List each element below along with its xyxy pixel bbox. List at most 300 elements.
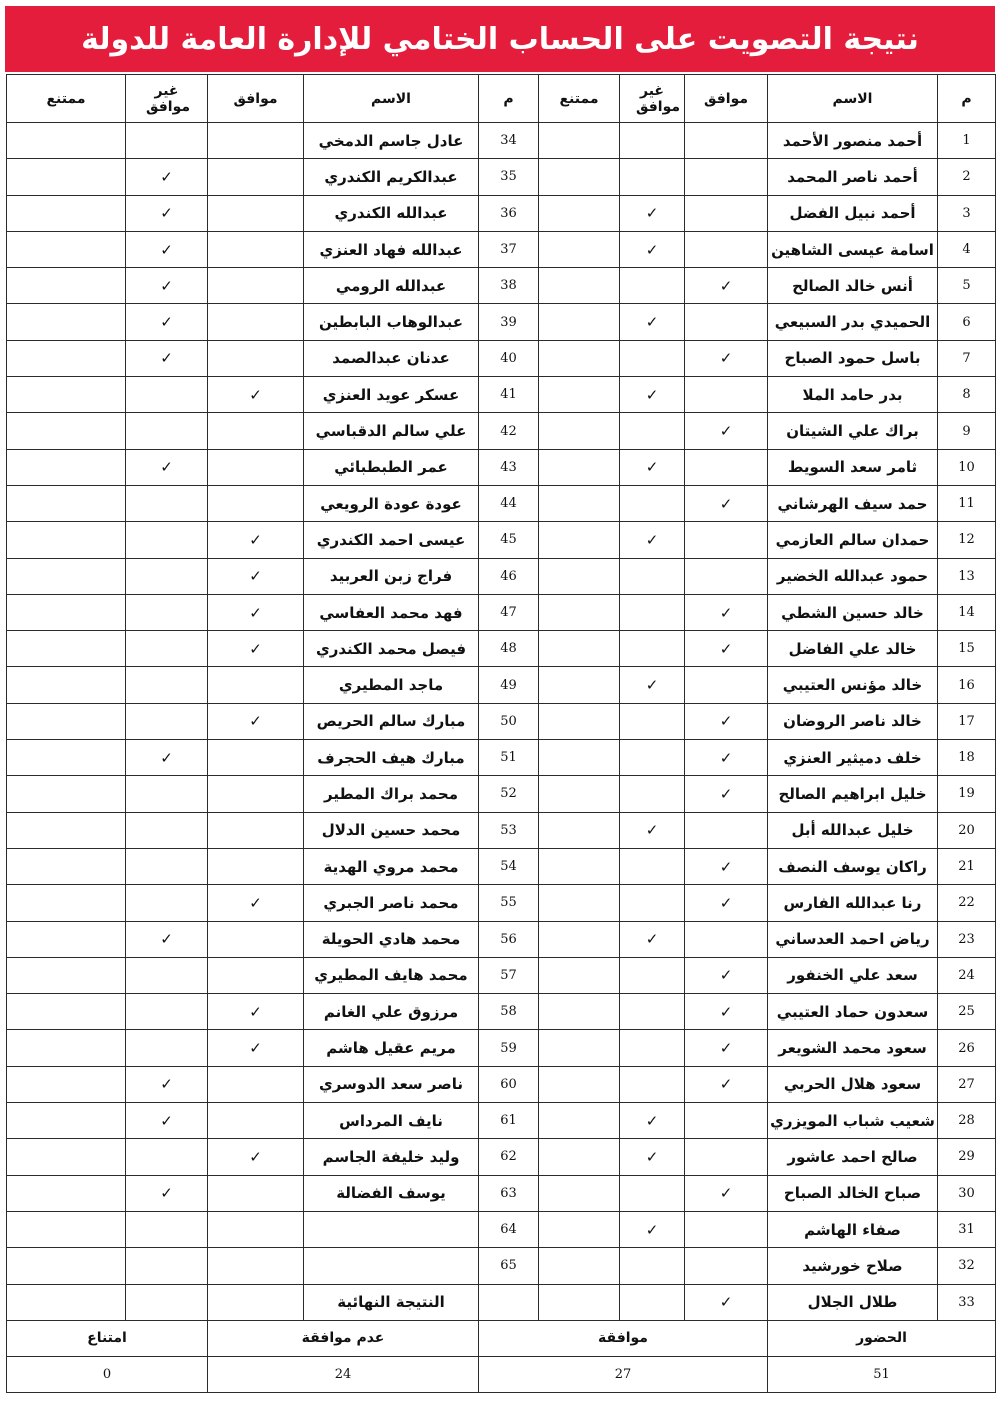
left-abstain-cell <box>7 1175 126 1211</box>
check-mark-icon: ✓ <box>719 1075 733 1094</box>
right-abstain-cell <box>539 631 620 667</box>
summary-values-row <box>7 1356 996 1392</box>
left-abstain-cell <box>7 848 126 884</box>
right-member-name: باسل حمود الصباح <box>768 340 938 376</box>
left-abstain-cell <box>7 631 126 667</box>
left-member-name: عيسى احمد الكندري <box>304 522 479 558</box>
right-member-name: رياض احمد العدساني <box>768 921 938 957</box>
left-abstain-cell <box>7 776 126 812</box>
left-member-number: 34 <box>479 123 539 159</box>
left-reject-cell <box>126 667 208 703</box>
right-abstain-cell <box>539 1211 620 1247</box>
summary-value-approve: 27 <box>479 1356 768 1392</box>
left-member-name: عبدالله الرومي <box>304 268 479 304</box>
right-approve-cell <box>685 449 768 485</box>
check-mark-icon: ✓ <box>719 639 733 658</box>
right-member-number: 11 <box>938 485 996 521</box>
right-member-name: ثامر سعد السويط <box>768 449 938 485</box>
right-abstain-cell <box>539 848 620 884</box>
right-reject-cell <box>620 703 685 739</box>
summary-label-abstain: امتناع <box>7 1320 208 1356</box>
left-member-name: عودة عودة الرويعي <box>304 485 479 521</box>
summary-value-attendance: 51 <box>768 1356 996 1392</box>
left-member-number: 61 <box>479 1103 539 1139</box>
left-reject-cell <box>126 594 208 630</box>
right-approve-cell <box>685 485 768 521</box>
check-mark-icon: ✓ <box>645 1111 659 1130</box>
left-member-name: محمد هايف المطيري <box>304 957 479 993</box>
right-abstain-cell <box>539 740 620 776</box>
left-approve-cell <box>208 703 304 739</box>
left-member-name: مرزوق علي الغانم <box>304 994 479 1030</box>
left-reject-cell <box>126 994 208 1030</box>
table-row <box>7 631 996 667</box>
check-mark-icon: ✓ <box>249 1002 262 1021</box>
left-abstain-cell <box>7 667 126 703</box>
check-mark-icon: ✓ <box>719 494 733 513</box>
left-member-number: 45 <box>479 522 539 558</box>
left-approve-cell <box>208 1030 304 1066</box>
table-row <box>7 1103 996 1139</box>
left-approve-cell <box>208 1248 304 1284</box>
left-member-name: وليد خليفة الجاسم <box>304 1139 479 1175</box>
left-abstain-cell <box>7 1139 126 1175</box>
check-mark-icon: ✓ <box>249 639 262 658</box>
left-member-name <box>304 1211 479 1247</box>
right-member-name: رنا عبدالله الفارس <box>768 885 938 921</box>
right-member-name: خالد مؤنس العتيبي <box>768 667 938 703</box>
table-row <box>7 1030 996 1066</box>
summary-label-reject: عدم موافقة <box>208 1320 479 1356</box>
right-reject-cell <box>620 1103 685 1139</box>
left-abstain-cell <box>7 558 126 594</box>
check-mark-icon: ✓ <box>249 1039 262 1058</box>
right-reject-cell <box>620 1066 685 1102</box>
left-member-name: فراج زبن العربيد <box>304 558 479 594</box>
left-member-number: 52 <box>479 776 539 812</box>
left-approve-cell <box>208 1211 304 1247</box>
right-approve-cell <box>685 195 768 231</box>
right-abstain-cell <box>539 994 620 1030</box>
left-member-name: عادل جاسم الدمخي <box>304 123 479 159</box>
table-row <box>7 485 996 521</box>
right-member-name: أحمد ناصر المحمد <box>768 159 938 195</box>
right-reject-cell <box>620 1030 685 1066</box>
right-reject-cell <box>620 631 685 667</box>
right-member-number: 23 <box>938 921 996 957</box>
left-member-name: عبدالكريم الكندري <box>304 159 479 195</box>
check-mark-icon: ✓ <box>160 930 173 949</box>
right-member-name: سعدون حماد العتيبي <box>768 994 938 1030</box>
check-mark-icon: ✓ <box>160 1111 173 1130</box>
check-mark-icon: ✓ <box>719 857 733 876</box>
table-row <box>7 123 996 159</box>
right-reject-cell <box>620 667 685 703</box>
check-mark-icon: ✓ <box>719 893 733 912</box>
right-member-name: راكان يوسف النصف <box>768 848 938 884</box>
left-member-name: محمد ناصر الجبري <box>304 885 479 921</box>
right-approve-cell <box>685 558 768 594</box>
left-member-name: مبارك هيف الحجرف <box>304 740 479 776</box>
left-member-number: 63 <box>479 1175 539 1211</box>
right-member-number: 24 <box>938 957 996 993</box>
left-abstain-cell <box>7 304 126 340</box>
right-approve-cell <box>685 776 768 812</box>
right-member-name: حمد سيف الهرشاني <box>768 485 938 521</box>
left-member-name: فهد محمد العفاسي <box>304 594 479 630</box>
right-reject-cell <box>620 921 685 957</box>
check-mark-icon: ✓ <box>719 349 733 368</box>
left-abstain-cell <box>7 377 126 413</box>
left-member-number: 62 <box>479 1139 539 1175</box>
check-mark-icon: ✓ <box>719 276 733 295</box>
left-member-name: عمر الطبطبائي <box>304 449 479 485</box>
right-member-name: خالد حسين الشطي <box>768 594 938 630</box>
left-member-name: عدنان عبدالصمد <box>304 340 479 376</box>
table-row <box>7 1139 996 1175</box>
left-reject-cell <box>126 740 208 776</box>
header-num: م <box>479 75 539 123</box>
right-member-number: 13 <box>938 558 996 594</box>
summary-labels-row <box>7 1320 996 1356</box>
right-member-name: خالد علي الفاضل <box>768 631 938 667</box>
right-approve-cell <box>685 812 768 848</box>
right-member-number: 26 <box>938 1030 996 1066</box>
check-mark-icon: ✓ <box>160 748 173 767</box>
right-member-name: صالح احمد عاشور <box>768 1139 938 1175</box>
right-reject-cell <box>620 776 685 812</box>
header-row <box>7 75 996 123</box>
right-member-name: اسامة عيسى الشاهين <box>768 231 938 267</box>
right-member-number: 27 <box>938 1066 996 1102</box>
header-reject: غير موافق <box>126 75 208 123</box>
page-title: نتيجة التصويت على الحساب الختامي للإدارة العامة للدولة <box>5 6 995 72</box>
left-abstain-cell <box>7 1248 126 1284</box>
right-approve-cell <box>685 1284 768 1320</box>
right-approve-cell <box>685 123 768 159</box>
right-member-name: صباح الخالد الصباح <box>768 1175 938 1211</box>
left-member-number: 43 <box>479 449 539 485</box>
left-member-name: مريم عقيل هاشم <box>304 1030 479 1066</box>
left-reject-cell <box>126 812 208 848</box>
table-row <box>7 1284 996 1320</box>
right-member-name: أنس خالد الصالح <box>768 268 938 304</box>
left-reject-cell <box>126 123 208 159</box>
left-abstain-cell <box>7 195 126 231</box>
right-abstain-cell <box>539 957 620 993</box>
right-member-number: 9 <box>938 413 996 449</box>
right-abstain-cell <box>539 522 620 558</box>
check-mark-icon: ✓ <box>160 1075 173 1094</box>
right-member-name: سعود محمد الشويعر <box>768 1030 938 1066</box>
right-abstain-cell <box>539 921 620 957</box>
left-abstain-cell <box>7 449 126 485</box>
left-reject-cell <box>126 703 208 739</box>
right-approve-cell <box>685 1175 768 1211</box>
left-abstain-cell <box>7 340 126 376</box>
left-reject-cell <box>126 776 208 812</box>
left-approve-cell <box>208 413 304 449</box>
right-approve-cell <box>685 594 768 630</box>
header-name: الاسم <box>768 75 938 123</box>
right-member-name: حمدان سالم العازمي <box>768 522 938 558</box>
right-reject-cell <box>620 485 685 521</box>
left-approve-cell <box>208 594 304 630</box>
right-member-name: حمود عبدالله الخضير <box>768 558 938 594</box>
right-member-number: 7 <box>938 340 996 376</box>
check-mark-icon: ✓ <box>719 603 733 622</box>
left-member-number: 53 <box>479 812 539 848</box>
left-member-number: 51 <box>479 740 539 776</box>
left-abstain-cell <box>7 123 126 159</box>
right-member-number: 2 <box>938 159 996 195</box>
left-approve-cell <box>208 304 304 340</box>
header-abstain: ممتنع <box>7 75 126 123</box>
check-mark-icon: ✓ <box>645 1220 659 1239</box>
left-abstain-cell <box>7 703 126 739</box>
check-mark-icon: ✓ <box>719 422 733 441</box>
left-approve-cell <box>208 1284 304 1320</box>
table-row <box>7 304 996 340</box>
right-approve-cell <box>685 631 768 667</box>
table-row <box>7 594 996 630</box>
left-member-number: 57 <box>479 957 539 993</box>
right-member-number: 28 <box>938 1103 996 1139</box>
left-member-number: 37 <box>479 231 539 267</box>
right-abstain-cell <box>539 377 620 413</box>
right-member-number: 5 <box>938 268 996 304</box>
left-abstain-cell <box>7 1284 126 1320</box>
left-member-number: 58 <box>479 994 539 1030</box>
left-approve-cell <box>208 123 304 159</box>
left-approve-cell <box>208 1066 304 1102</box>
left-member-number: 64 <box>479 1211 539 1247</box>
summary-label-attendance: الحضور <box>768 1320 996 1356</box>
left-member-name: عبدالله الكندري <box>304 195 479 231</box>
header-name: الاسم <box>304 75 479 123</box>
check-mark-icon: ✓ <box>719 1039 733 1058</box>
right-member-name: سعود هلال الحربي <box>768 1066 938 1102</box>
right-approve-cell <box>685 740 768 776</box>
left-member-number: 44 <box>479 485 539 521</box>
table-row <box>7 921 996 957</box>
right-member-number: 32 <box>938 1248 996 1284</box>
right-abstain-cell <box>539 1175 620 1211</box>
check-mark-icon: ✓ <box>249 530 262 549</box>
left-member-number: 60 <box>479 1066 539 1102</box>
left-member-name: عسكر عويد العنزي <box>304 377 479 413</box>
check-mark-icon: ✓ <box>160 458 173 477</box>
left-reject-cell <box>126 304 208 340</box>
right-member-number: 12 <box>938 522 996 558</box>
right-member-name: الحميدي بدر السبيعي <box>768 304 938 340</box>
right-abstain-cell <box>539 195 620 231</box>
left-reject-cell <box>126 631 208 667</box>
right-reject-cell <box>620 594 685 630</box>
left-abstain-cell <box>7 740 126 776</box>
left-member-number: 65 <box>479 1248 539 1284</box>
table-row <box>7 848 996 884</box>
left-reject-cell <box>126 1248 208 1284</box>
right-abstain-cell <box>539 413 620 449</box>
left-member-number: 54 <box>479 848 539 884</box>
left-member-number: 55 <box>479 885 539 921</box>
left-member-name: يوسف الفضالة <box>304 1175 479 1211</box>
right-approve-cell <box>685 921 768 957</box>
left-member-name: عبدالله فهاد العنزي <box>304 231 479 267</box>
right-member-number: 1 <box>938 123 996 159</box>
right-abstain-cell <box>539 1066 620 1102</box>
right-reject-cell <box>620 558 685 594</box>
right-reject-cell <box>620 268 685 304</box>
table-row <box>7 522 996 558</box>
right-member-number: 22 <box>938 885 996 921</box>
table-row <box>7 159 996 195</box>
right-abstain-cell <box>539 231 620 267</box>
check-mark-icon: ✓ <box>719 1293 733 1312</box>
right-abstain-cell <box>539 123 620 159</box>
right-abstain-cell <box>539 1103 620 1139</box>
table-row <box>7 703 996 739</box>
left-reject-cell <box>126 195 208 231</box>
check-mark-icon: ✓ <box>249 893 262 912</box>
check-mark-icon: ✓ <box>645 1147 659 1166</box>
right-reject-cell <box>620 1175 685 1211</box>
left-abstain-cell <box>7 957 126 993</box>
right-member-name: بدر حامد الملا <box>768 377 938 413</box>
left-member-number: 38 <box>479 268 539 304</box>
right-member-name: خالد ناصر الروضان <box>768 703 938 739</box>
right-approve-cell <box>685 957 768 993</box>
left-approve-cell <box>208 231 304 267</box>
check-mark-icon: ✓ <box>160 167 173 186</box>
summary-value-abstain: 0 <box>7 1356 208 1392</box>
check-mark-icon: ✓ <box>645 930 659 949</box>
table-row <box>7 957 996 993</box>
left-member-name: نايف المرداس <box>304 1103 479 1139</box>
check-mark-icon: ✓ <box>645 530 659 549</box>
right-reject-cell <box>620 340 685 376</box>
left-reject-cell <box>126 413 208 449</box>
right-abstain-cell <box>539 340 620 376</box>
left-approve-cell <box>208 1175 304 1211</box>
left-member-number: 39 <box>479 304 539 340</box>
left-approve-cell <box>208 1103 304 1139</box>
right-reject-cell <box>620 994 685 1030</box>
left-member-number: 41 <box>479 377 539 413</box>
table-row <box>7 413 996 449</box>
table-row <box>7 1175 996 1211</box>
right-approve-cell <box>685 1066 768 1102</box>
right-member-name: أحمد منصور الأحمد <box>768 123 938 159</box>
check-mark-icon: ✓ <box>719 1184 733 1203</box>
left-approve-cell <box>208 957 304 993</box>
check-mark-icon: ✓ <box>645 240 659 259</box>
table-row <box>7 268 996 304</box>
left-abstain-cell <box>7 413 126 449</box>
right-abstain-cell <box>539 449 620 485</box>
left-member-name: عبدالوهاب البابطين <box>304 304 479 340</box>
check-mark-icon: ✓ <box>249 603 262 622</box>
right-reject-cell <box>620 413 685 449</box>
check-mark-icon: ✓ <box>645 821 659 840</box>
left-approve-cell <box>208 522 304 558</box>
right-member-number: 15 <box>938 631 996 667</box>
check-mark-icon: ✓ <box>160 349 173 368</box>
table-row <box>7 667 996 703</box>
left-abstain-cell <box>7 522 126 558</box>
left-member-number: 48 <box>479 631 539 667</box>
header-approve: موافق <box>685 75 768 123</box>
table-row <box>7 994 996 1030</box>
left-approve-cell <box>208 885 304 921</box>
right-member-number: 16 <box>938 667 996 703</box>
left-member-name: علي سالم الدقباسي <box>304 413 479 449</box>
left-abstain-cell <box>7 885 126 921</box>
right-member-number: 8 <box>938 377 996 413</box>
right-member-name: صفاء الهاشم <box>768 1211 938 1247</box>
right-member-number: 10 <box>938 449 996 485</box>
left-approve-cell <box>208 631 304 667</box>
table-row <box>7 812 996 848</box>
right-reject-cell <box>620 123 685 159</box>
right-member-name: أحمد نبيل الفضل <box>768 195 938 231</box>
right-approve-cell <box>685 1139 768 1175</box>
left-abstain-cell <box>7 1103 126 1139</box>
left-reject-cell <box>126 449 208 485</box>
right-member-name: خليل عبدالله أبل <box>768 812 938 848</box>
right-member-number: 20 <box>938 812 996 848</box>
left-member-number: 36 <box>479 195 539 231</box>
summary-value-reject: 24 <box>208 1356 479 1392</box>
right-approve-cell <box>685 268 768 304</box>
left-member-name: النتيجة النهائية <box>304 1284 479 1320</box>
check-mark-icon: ✓ <box>160 1184 173 1203</box>
right-member-number: 31 <box>938 1211 996 1247</box>
right-reject-cell <box>620 885 685 921</box>
right-approve-cell <box>685 885 768 921</box>
right-approve-cell <box>685 994 768 1030</box>
right-approve-cell <box>685 340 768 376</box>
right-approve-cell <box>685 1103 768 1139</box>
check-mark-icon: ✓ <box>645 385 659 404</box>
check-mark-icon: ✓ <box>719 784 733 803</box>
right-reject-cell <box>620 522 685 558</box>
right-reject-cell <box>620 848 685 884</box>
right-reject-cell <box>620 195 685 231</box>
right-approve-cell <box>685 231 768 267</box>
left-member-number: 50 <box>479 703 539 739</box>
check-mark-icon: ✓ <box>160 204 173 223</box>
left-member-name: محمد براك المطير <box>304 776 479 812</box>
left-approve-cell <box>208 776 304 812</box>
header-approve: موافق <box>208 75 304 123</box>
right-approve-cell <box>685 1211 768 1247</box>
table-row <box>7 1248 996 1284</box>
left-approve-cell <box>208 377 304 413</box>
right-reject-cell <box>620 1139 685 1175</box>
check-mark-icon: ✓ <box>249 712 262 731</box>
left-approve-cell <box>208 195 304 231</box>
right-abstain-cell <box>539 703 620 739</box>
left-member-name: محمد هادي الحويلة <box>304 921 479 957</box>
left-member-number: 56 <box>479 921 539 957</box>
right-member-number: 17 <box>938 703 996 739</box>
right-member-number: 25 <box>938 994 996 1030</box>
left-abstain-cell <box>7 994 126 1030</box>
left-approve-cell <box>208 485 304 521</box>
right-member-name: خليل ابراهيم الصالح <box>768 776 938 812</box>
